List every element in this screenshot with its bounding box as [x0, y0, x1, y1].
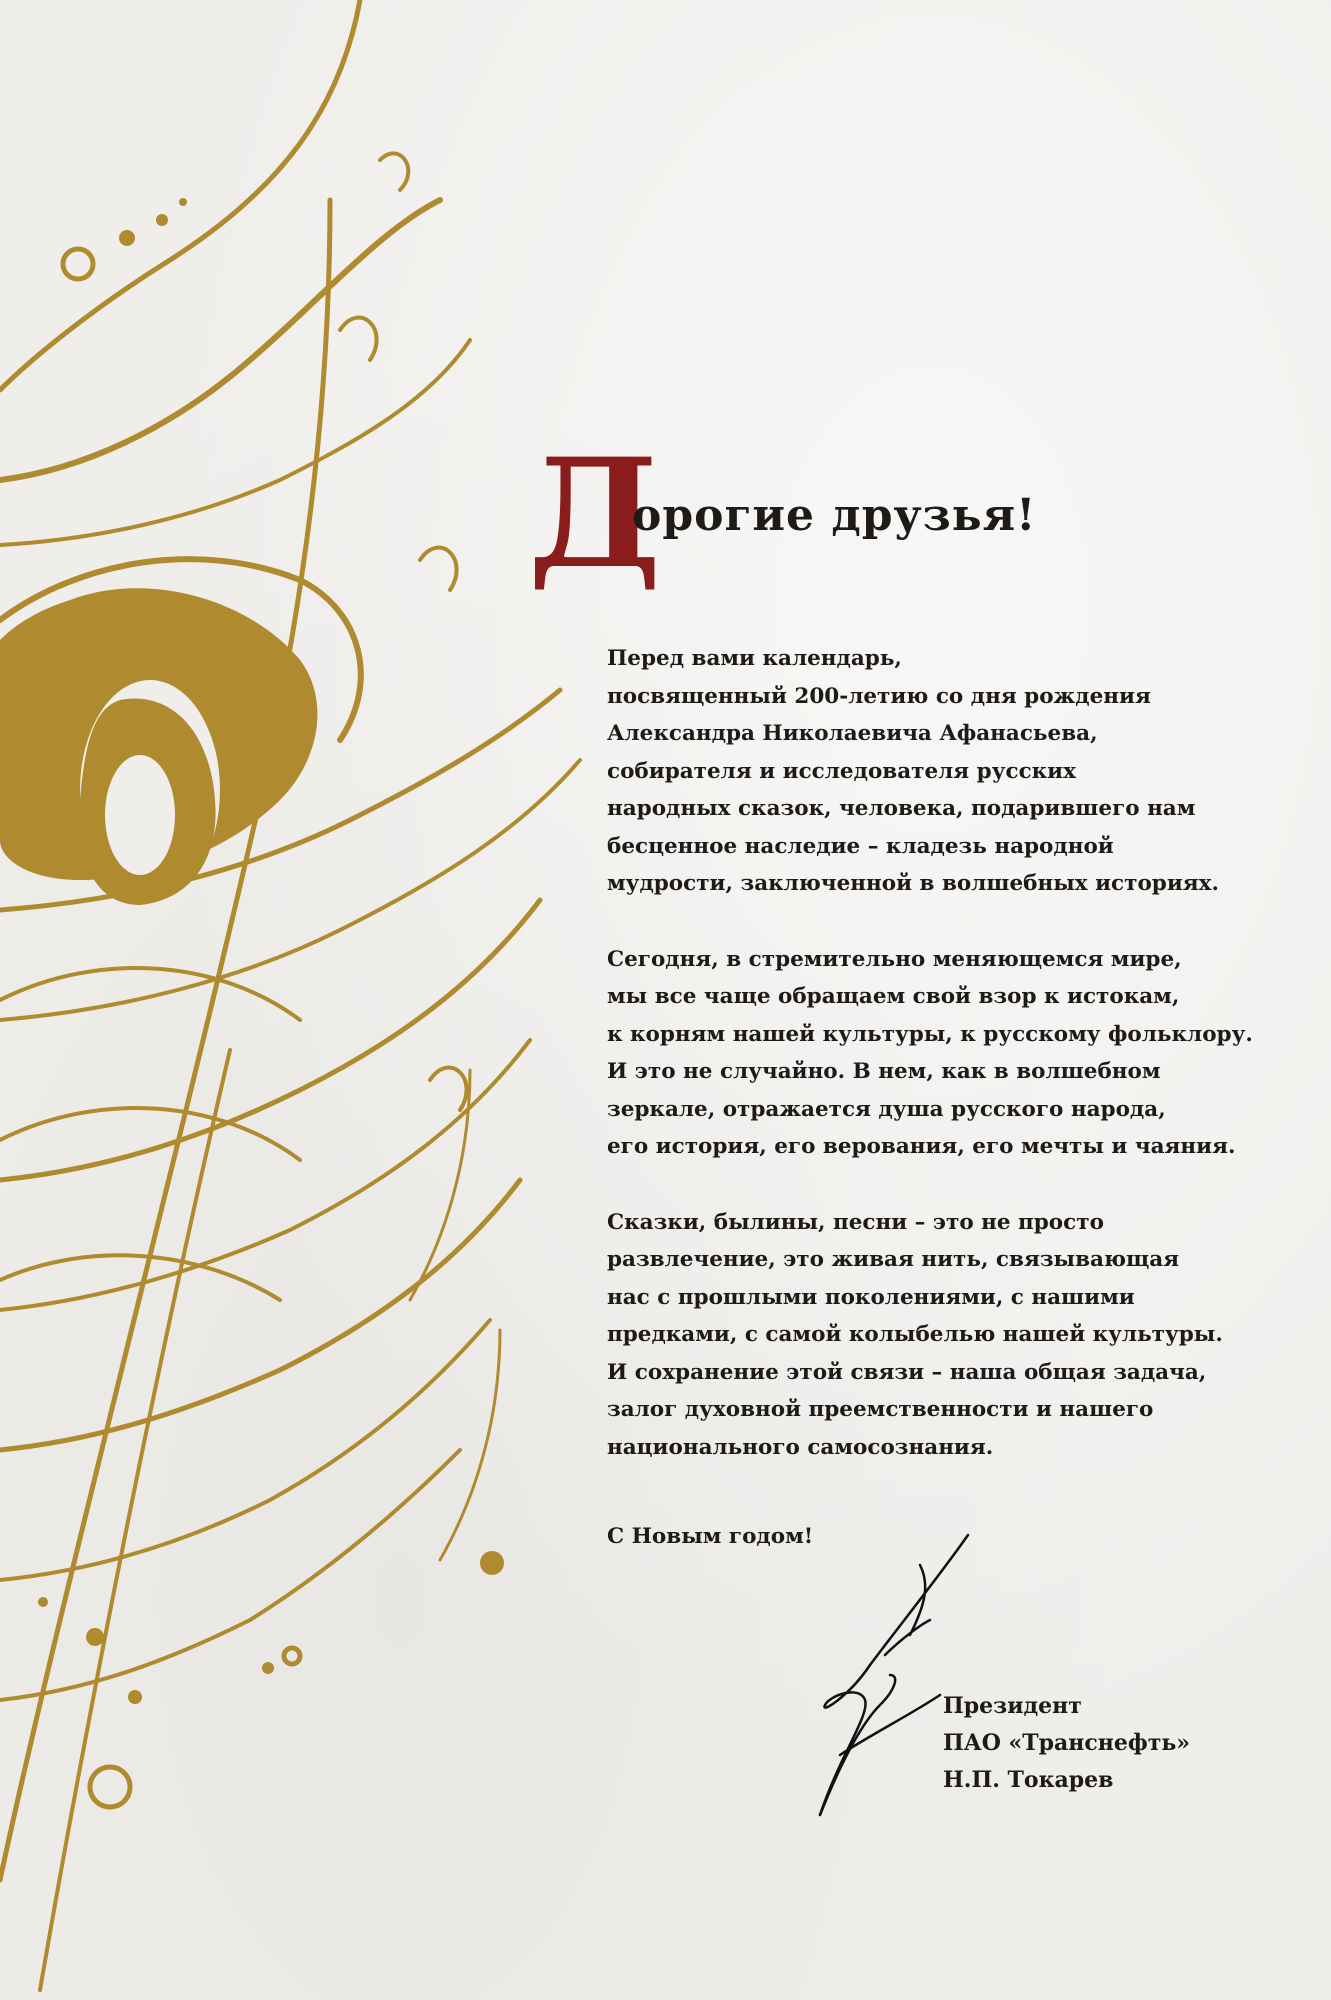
paragraph-line: нас с прошлыми поколениями, с нашими — [607, 1284, 1135, 1310]
letter-body — [607, 640, 1297, 1504]
signer-company: ПАО «Транснефть» — [943, 1730, 1191, 1756]
paragraph-line: Сказки, былины, песни – это не просто — [607, 1209, 1104, 1235]
paragraph-line: И сохранение этой связи – наша общая задача, — [607, 1359, 1207, 1385]
paragraph-line: к корням нашей культуры, к русскому фольклору. — [607, 1021, 1253, 1047]
signer-title: Президент — [943, 1693, 1082, 1719]
paragraph-line: национального самосознания. — [607, 1434, 994, 1460]
paragraph-line: развлечение, это живая нить, связывающая — [607, 1247, 1180, 1272]
signer-name: Н.П. Токарев — [943, 1767, 1114, 1793]
paragraph-line: собирателя и исследователя русских — [607, 758, 1076, 784]
paragraph-line: зеркале, отражается душа русского народа, — [607, 1096, 1166, 1122]
paragraph-line: Сегодня, в стремительно меняющемся мире, — [607, 946, 1182, 972]
paragraph-line: посвященный 200-летию со дня рождения — [607, 683, 1151, 709]
paragraph-1 — [607, 640, 1297, 903]
paragraph-2 — [607, 941, 1297, 1166]
paragraph-line: Александра Николаевича Афанасьева, — [607, 721, 1098, 746]
dropcap-letter: Д — [528, 426, 662, 602]
paragraph-line: предками, с самой колыбелью нашей культуры. — [607, 1322, 1223, 1347]
new-year-greeting: С Новым годом! — [607, 1524, 814, 1549]
paragraph-line: залог духовной преемственности и нашего — [607, 1397, 1154, 1422]
paragraph-line: его история, его верования, его мечты и чаяния. — [607, 1134, 1236, 1159]
paragraph-line: И это не случайно. В нем, как в волшебном — [607, 1059, 1161, 1084]
paragraph-line: Перед вами календарь, — [607, 646, 902, 671]
paragraph-line: мы все чаще обращаем свой взор к истокам, — [607, 984, 1180, 1009]
signer-block — [943, 1688, 1190, 1799]
paragraph-line: мудрости, заключенной в волшебных историях. — [607, 871, 1219, 896]
heading-text: орогие друзья! — [632, 490, 1037, 541]
letter-heading — [528, 426, 1288, 602]
paragraph-line: бесценное наследие – кладезь народной — [607, 833, 1114, 859]
paragraph-line: народных сказок, человека, подарившего нам — [607, 796, 1196, 821]
ornate-dropcap — [528, 426, 662, 602]
paragraph-3 — [607, 1204, 1297, 1467]
peacock-feather-illustration — [0, 0, 600, 2000]
